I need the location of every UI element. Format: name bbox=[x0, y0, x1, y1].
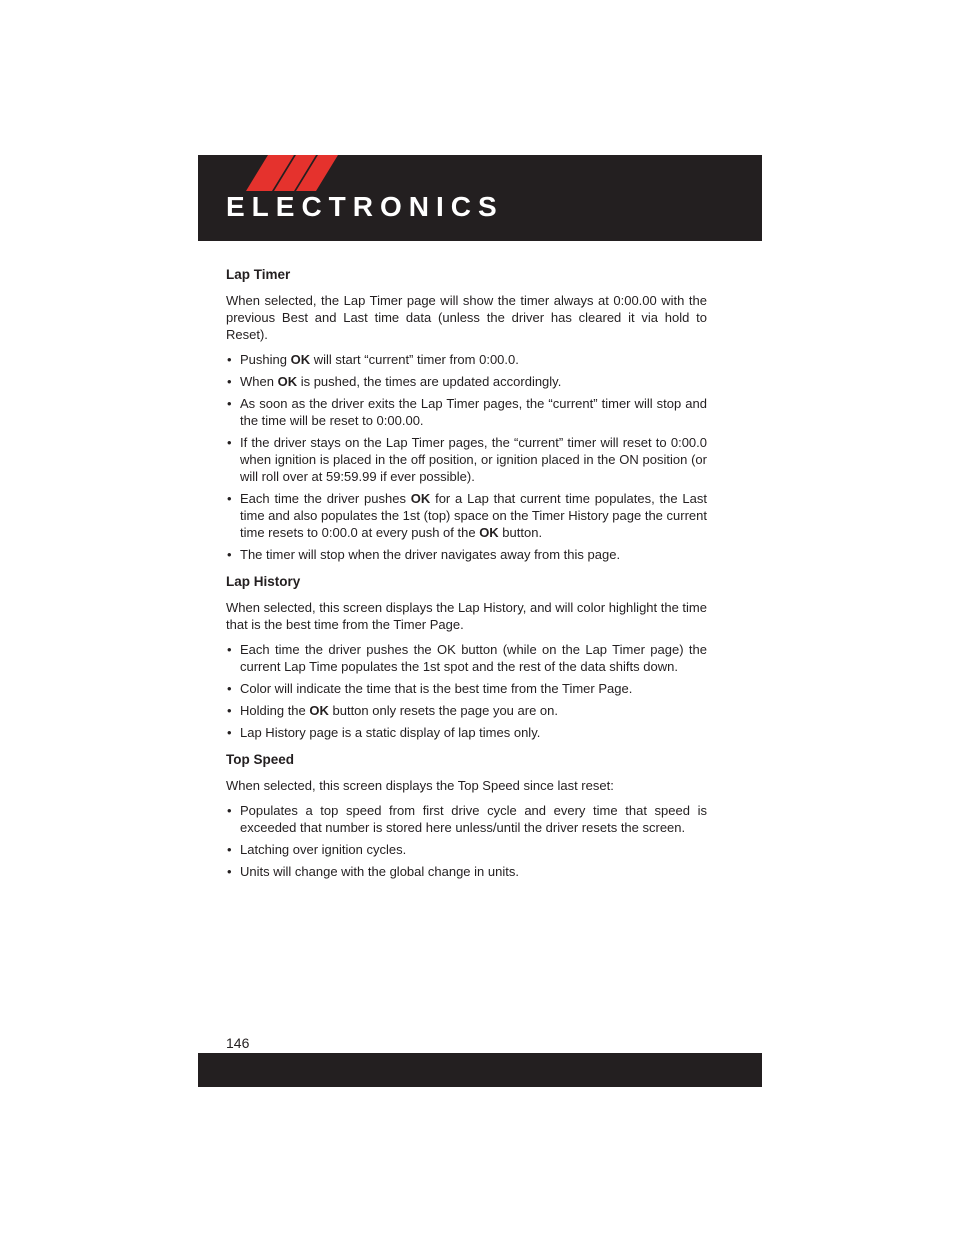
ok-button-label: OK bbox=[277, 374, 298, 389]
ok-button-label: OK bbox=[479, 525, 499, 540]
list-item: • Color will indicate the time that is the best time from the Timer Page. bbox=[226, 680, 707, 697]
page-number: 146 bbox=[226, 1035, 250, 1051]
section-title: ELECTRONICS bbox=[226, 191, 504, 222]
top-speed-section bbox=[226, 751, 707, 880]
footer-band bbox=[198, 1053, 762, 1087]
list-item: • Holding the OK button only resets the page you are on. bbox=[226, 702, 707, 719]
page-content bbox=[226, 266, 707, 890]
ok-button-label: OK bbox=[290, 352, 311, 367]
section-header-band bbox=[198, 155, 762, 241]
list-item: • Pushing OK will start “current” timer from 0:00.0. bbox=[226, 351, 707, 368]
lap-timer-section bbox=[226, 266, 707, 563]
lap-history-section bbox=[226, 573, 707, 741]
ok-button-label: OK bbox=[309, 703, 329, 718]
list-item: • Latching over ignition cycles. bbox=[226, 841, 707, 858]
lap-history-bullets bbox=[226, 641, 707, 741]
lap-history-intro: When selected, this screen displays the Lap History, and will color highlight the time that is the best time from the Timer Page. bbox=[226, 600, 707, 632]
list-item: • If the driver stays on the Lap Timer pages, the “current” timer will reset to 0:00.0 when ignition is placed in the off position, or ignition placed in the ON position (or will roll over at 59:59.99 if ever possible). bbox=[226, 434, 707, 485]
lap-timer-heading: Lap Timer bbox=[226, 267, 291, 282]
lap-timer-intro: When selected, the Lap Timer page will show the timer always at 0:00.00 with the previous Best and Last time data (unless the driver has cleared it via hold to Reset). bbox=[226, 293, 707, 342]
top-speed-heading: Top Speed bbox=[226, 752, 295, 767]
ok-button-label: OK bbox=[410, 491, 431, 506]
list-item: • Populates a top speed from first drive cycle and every time that speed is exceeded that number is stored here unless/until the driver resets the screen. bbox=[226, 802, 707, 836]
list-item: • As soon as the driver exits the Lap Timer pages, the “current” timer will stop and the time will be reset to 0:00.00. bbox=[226, 395, 707, 429]
top-speed-bullets bbox=[226, 802, 707, 880]
lap-history-heading: Lap History bbox=[226, 574, 301, 589]
list-item: • When OK is pushed, the times are updated accordingly. bbox=[226, 373, 707, 390]
list-item: • Lap History page is a static display of lap times only. bbox=[226, 724, 707, 741]
top-speed-intro: When selected, this screen displays the Top Speed since last reset: bbox=[226, 778, 614, 793]
list-item: • Each time the driver pushes OK for a Lap that current time populates, the Last time and also populates the 1st (top) space on the Timer History page the current time resets to 0:00.0 at every push of the OK button. bbox=[226, 490, 707, 541]
list-item: • Units will change with the global change in units. bbox=[226, 863, 707, 880]
list-item: • Each time the driver pushes the OK button (while on the Lap Timer page) the current Lap Time populates the 1st spot and the rest of the data shifts down. bbox=[226, 641, 707, 675]
list-item: • The timer will stop when the driver navigates away from this page. bbox=[226, 546, 707, 563]
lap-timer-bullets bbox=[226, 351, 707, 563]
racing-stripes-logo bbox=[198, 155, 348, 191]
